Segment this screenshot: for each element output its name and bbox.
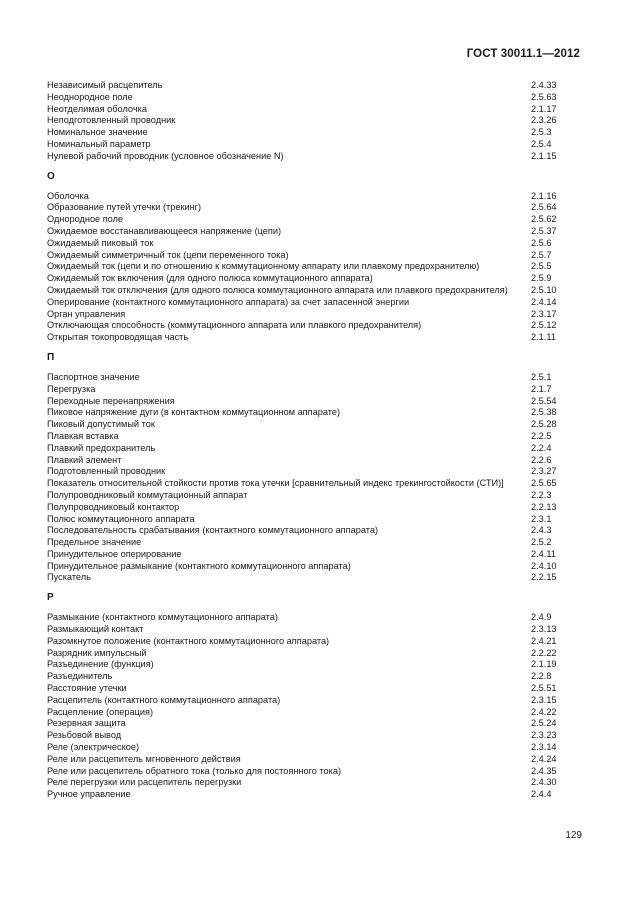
index-entry (47, 766, 581, 778)
entry-term: Реле (электрическое) (47, 742, 140, 753)
index-entry (47, 730, 581, 742)
entry-term: Переходные перенапряжения (47, 395, 175, 406)
entry-term: Оперирование (контактного коммутационного аппарата) за счет запасенной энергии (47, 296, 410, 307)
entry-term: Последовательность срабатывания (контактного коммутационного аппарата) (47, 525, 379, 536)
index-entry (47, 478, 581, 490)
entry-reference: 2.3.27 (531, 466, 557, 477)
page-number: 129 (565, 830, 582, 841)
index-entry (47, 502, 581, 514)
entry-reference: 2.3.15 (531, 694, 557, 705)
entry-term: Неподготовленный проводник (47, 115, 176, 126)
index-entry (47, 273, 581, 285)
entry-term: Полупроводниковый коммутационный аппарат (47, 489, 248, 500)
entry-term: Неоднородное поле (47, 91, 133, 102)
index-entry (47, 514, 581, 526)
document-header: ГОСТ 30011.1—2012 (466, 48, 580, 60)
entry-reference: 2.4.14 (531, 296, 557, 307)
entry-term: Принудительное размыкание (контактного коммутационного аппарата) (47, 560, 351, 571)
index-entry (47, 214, 581, 226)
entry-term: Отключающая способность (коммутационного аппарата или плавкого предохранителя) (47, 320, 422, 331)
entry-term: Резервная защита (47, 718, 126, 729)
entry-term: Орган управления (47, 308, 126, 319)
entry-reference: 2.4.10 (531, 560, 557, 571)
index-entry (47, 250, 581, 262)
index-entry (47, 443, 581, 455)
entry-term: Пускатель (47, 572, 91, 583)
entry-term: Паспортное значение (47, 371, 140, 382)
index-entry (47, 695, 581, 707)
index-entry (47, 742, 581, 754)
entry-term: Ожидаемый ток (цепи и по отношению к коммутационному аппарату или плавкому предохранителю) (47, 261, 480, 272)
entry-term: Оболочка (47, 190, 89, 201)
index-section (47, 80, 581, 167)
index-entry (47, 683, 581, 695)
entry-reference: 2.5.12 (531, 320, 557, 331)
entry-term: Номинальное значение (47, 127, 148, 138)
index-entry (47, 191, 581, 203)
index-entry (47, 238, 581, 250)
index-section (47, 352, 581, 588)
index-entry (47, 707, 581, 719)
entry-term: Показатель относительной стойкости против тока утечки [сравнительный индекс трекингостойкости (СТИ)] (47, 478, 504, 489)
index-section (47, 171, 581, 348)
index-entry (47, 537, 581, 549)
entry-reference: 2.3.1 (531, 513, 552, 524)
entry-term: Разомкнутое положение (контактного коммутационного аппарата) (47, 635, 330, 646)
entry-reference: 2.4.35 (531, 765, 557, 776)
index-entry (47, 561, 581, 573)
section-letter: Р (47, 592, 54, 604)
index-entry (47, 92, 581, 104)
entry-reference: 2.5.65 (531, 478, 557, 489)
section-letter: П (47, 351, 55, 363)
index-entry (47, 572, 581, 584)
entry-reference: 2.5.38 (531, 407, 557, 418)
entry-reference: 2.4.21 (531, 635, 557, 646)
index-entry (47, 372, 581, 384)
entry-term: Разъединитель (47, 671, 113, 682)
entry-reference: 2.4.4 (531, 789, 552, 800)
index-entry (47, 549, 581, 561)
term-index (47, 80, 581, 801)
index-entry (47, 648, 581, 660)
entry-reference: 2.5.62 (531, 214, 557, 225)
entry-reference: 2.2.3 (531, 489, 552, 500)
entry-reference: 2.3.14 (531, 742, 557, 753)
entry-reference: 2.4.11 (531, 548, 556, 559)
entry-term: Реле перегрузки или расцепитель перегрузки (47, 777, 242, 788)
entry-reference: 2.3.17 (531, 308, 557, 319)
section-letter: О (47, 170, 55, 182)
entry-term: Ожидаемый ток включения (для одного полюса коммутационного аппарата) (47, 273, 373, 284)
index-entry (47, 285, 581, 297)
entry-term: Разрядник импульсный (47, 647, 147, 658)
entry-reference: 2.5.7 (531, 249, 552, 260)
entry-term: Размыкание (контактного коммутационного аппарата) (47, 612, 278, 623)
entry-reference: 2.5.9 (531, 273, 552, 284)
entry-term: Расцепление (операция) (47, 706, 154, 717)
entry-reference: 2.5.4 (531, 138, 552, 149)
entry-term: Ожидаемое восстанавливающееся напряжение (цепи) (47, 225, 282, 236)
entry-term: Образование путей утечки (трекинг) (47, 202, 202, 213)
entry-reference: 2.5.10 (531, 284, 557, 295)
entry-reference: 2.3.26 (531, 115, 557, 126)
index-entry (47, 718, 581, 730)
entry-reference: 2.1.16 (531, 190, 557, 201)
entry-term: Разъединение (функция) (47, 659, 154, 670)
index-entry (47, 332, 581, 344)
entry-reference: 2.4.9 (531, 612, 552, 623)
entry-reference: 2.4.3 (531, 525, 552, 536)
entry-reference: 2.2.6 (531, 454, 552, 465)
entry-reference: 2.5.28 (531, 419, 557, 430)
entry-term: Плавкий предохранитель (47, 442, 156, 453)
index-entry (47, 127, 581, 139)
entry-reference: 2.2.22 (531, 647, 557, 658)
entry-term: Реле или расцепитель мгновенного действия (47, 753, 241, 764)
index-entry (47, 789, 581, 801)
entry-reference: 2.2.13 (531, 501, 557, 512)
entry-reference: 2.3.13 (531, 624, 557, 635)
entry-term: Ожидаемый ток отключения (для одного полюса коммутационного аппарата или плавкого предохранителя) (47, 284, 508, 295)
entry-reference: 2.2.4 (531, 442, 552, 453)
index-entry (47, 320, 581, 332)
entry-reference: 2.5.24 (531, 718, 557, 729)
entry-reference: 2.4.30 (531, 777, 557, 788)
entry-term: Плавкая вставка (47, 430, 119, 441)
index-section (47, 592, 581, 801)
entry-term: Ожидаемый пиковый ток (47, 237, 154, 248)
index-entry (47, 659, 581, 671)
index-entry (47, 754, 581, 766)
index-entry (47, 151, 581, 163)
index-entry (47, 525, 581, 537)
entry-term: Ожидаемый симметричный ток (цепи переменного тока) (47, 249, 289, 260)
entry-reference: 2.5.37 (531, 225, 557, 236)
entry-term: Однородное поле (47, 214, 124, 225)
entry-reference: 2.1.11 (531, 332, 556, 343)
entry-reference: 2.5.63 (531, 91, 557, 102)
entry-reference: 2.4.22 (531, 706, 557, 717)
entry-reference: 2.1.15 (531, 150, 557, 161)
entry-term: Нулевой рабочий проводник (условное обозначение N) (47, 150, 284, 161)
entry-term: Резьбовой вывод (47, 730, 122, 741)
entry-reference: 2.5.5 (531, 261, 552, 272)
entry-reference: 2.3.23 (531, 730, 557, 741)
index-entry (47, 384, 581, 396)
entry-reference: 2.2.15 (531, 572, 557, 583)
entry-term: Неотделимая оболочка (47, 103, 147, 114)
index-entry (47, 466, 581, 478)
index-entry (47, 297, 581, 309)
entry-term: Реле или расцепитель обратного тока (только для постоянного тока) (47, 765, 342, 776)
entry-term: Предельное значение (47, 537, 142, 548)
index-entry (47, 202, 581, 214)
entry-reference: 2.2.5 (531, 430, 552, 441)
entry-reference: 2.1.17 (531, 103, 557, 114)
entry-term: Независимый расцепитель (47, 80, 163, 90)
entry-term: Пиковое напряжение дуги (в контактном коммутационном аппарате) (47, 407, 341, 418)
entry-term: Открытая токопроводящая часть (47, 332, 189, 343)
entry-term: Полюс коммутационного аппарата (47, 513, 195, 524)
entry-reference: 2.5.54 (531, 395, 557, 406)
entry-term: Полупроводниковый контактор (47, 501, 180, 512)
entry-term: Перегрузка (47, 383, 96, 394)
index-entry (47, 115, 581, 127)
entry-reference: 2.4.24 (531, 753, 557, 764)
index-entry (47, 624, 581, 636)
entry-term: Расцепитель (контактного коммутационного аппарата) (47, 694, 281, 705)
entry-term: Подготовленный проводник (47, 466, 166, 477)
entry-reference: 2.1.7 (531, 383, 552, 394)
entry-reference: 2.5.51 (531, 683, 557, 694)
entry-reference: 2.2.8 (531, 671, 552, 682)
entry-reference: 2.5.3 (531, 127, 552, 138)
index-entry (47, 490, 581, 502)
index-entry (47, 612, 581, 624)
entry-term: Принудительное оперирование (47, 548, 182, 559)
entry-term: Плавкий элемент (47, 454, 122, 465)
index-entry (47, 671, 581, 683)
entry-term: Номинальный параметр (47, 138, 151, 149)
entry-reference: 2.5.1 (531, 371, 552, 382)
index-entry (47, 419, 581, 431)
entry-reference: 2.1.19 (531, 659, 557, 670)
entry-reference: 2.5.64 (531, 202, 557, 213)
index-entry (47, 80, 581, 92)
index-entry (47, 455, 581, 467)
entry-reference: 2.5.6 (531, 237, 552, 248)
index-entry (47, 226, 581, 238)
entry-term: Размыкающий контакт (47, 624, 144, 635)
index-entry (47, 396, 581, 408)
entry-reference: 2.5.2 (531, 537, 552, 548)
entry-term: Ручное управление (47, 789, 131, 800)
index-entry (47, 407, 581, 419)
index-entry (47, 104, 581, 116)
index-entry (47, 309, 581, 321)
index-entry (47, 261, 581, 273)
entry-term: Пиковый допустимый ток (47, 419, 155, 430)
entry-term: Расстояние утечки (47, 683, 127, 694)
entry-reference: 2.4.33 (531, 80, 557, 90)
index-entry (47, 431, 581, 443)
index-entry (47, 636, 581, 648)
index-entry (47, 777, 581, 789)
index-entry (47, 139, 581, 151)
